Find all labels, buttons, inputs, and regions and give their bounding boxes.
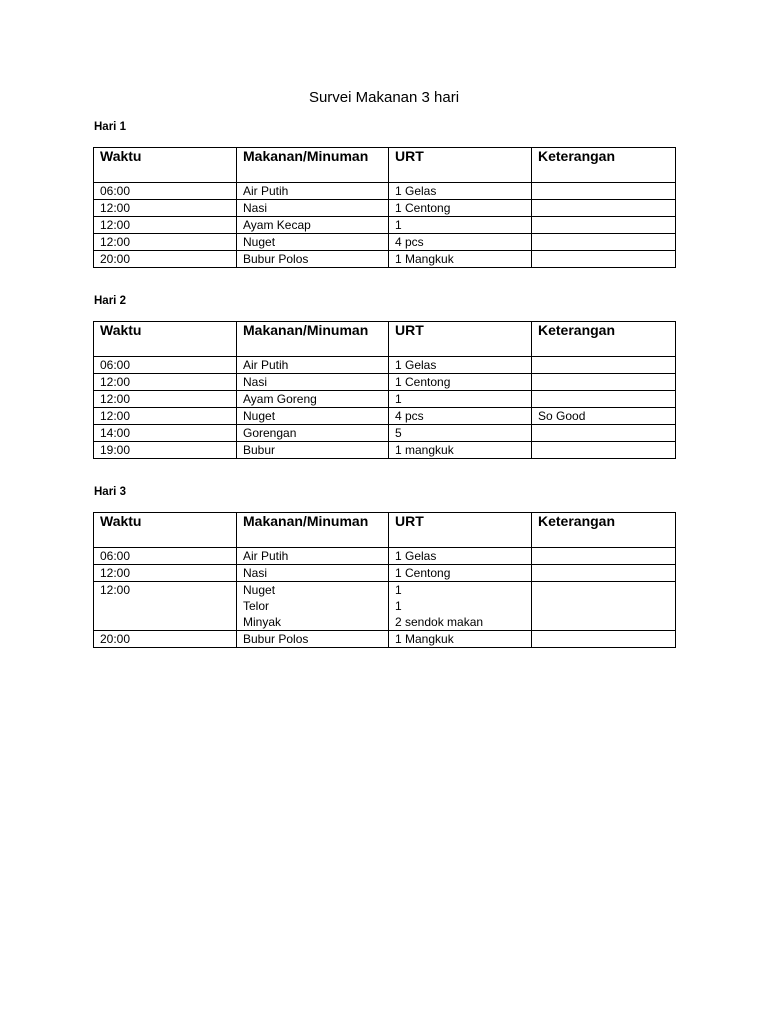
cell-urt: 1 Mangkuk (389, 251, 532, 268)
cell-makanan: Air Putih (237, 183, 389, 200)
meal-table-day-2 (93, 321, 676, 459)
cell-urt: 1 Centong (389, 565, 532, 582)
cell-makanan: Nasi (237, 565, 389, 582)
cell-makanan: Nuget Telor Minyak (237, 582, 389, 631)
cell-urt: 1 Gelas (389, 357, 532, 374)
table-row (94, 183, 676, 200)
cell-keterangan (532, 251, 676, 268)
header-waktu: Waktu (94, 148, 237, 183)
cell-makanan: Bubur Polos (237, 251, 389, 268)
header-urt: URT (389, 322, 532, 357)
table-row (94, 582, 676, 631)
header-urt: URT (389, 513, 532, 548)
cell-waktu: 12:00 (94, 374, 237, 391)
cell-waktu: 20:00 (94, 631, 237, 648)
cell-keterangan: So Good (532, 408, 676, 425)
header-makanan-minuman: Makanan/Minuman (237, 322, 389, 357)
day-label-2: Hari 2 (94, 295, 126, 307)
cell-waktu: 12:00 (94, 582, 237, 631)
cell-keterangan (532, 565, 676, 582)
cell-waktu: 19:00 (94, 442, 237, 459)
cell-urt: 5 (389, 425, 532, 442)
cell-urt: 4 pcs (389, 234, 532, 251)
header-makanan-minuman: Makanan/Minuman (237, 148, 389, 183)
header-waktu: Waktu (94, 322, 237, 357)
cell-waktu: 12:00 (94, 391, 237, 408)
cell-urt: 1 Centong (389, 200, 532, 217)
header-keterangan: Keterangan (532, 513, 676, 548)
cell-waktu: 06:00 (94, 183, 237, 200)
day-label-1: Hari 1 (94, 121, 126, 133)
cell-makanan: Ayam Kecap (237, 217, 389, 234)
table-row (94, 374, 676, 391)
cell-waktu: 06:00 (94, 548, 237, 565)
table-row (94, 565, 676, 582)
cell-keterangan (532, 217, 676, 234)
header-urt: URT (389, 148, 532, 183)
table-row (94, 234, 676, 251)
cell-makanan: Bubur (237, 442, 389, 459)
cell-keterangan (532, 442, 676, 459)
table-row (94, 631, 676, 648)
cell-urt: 1 1 2 sendok makan (389, 582, 532, 631)
header-makanan-minuman: Makanan/Minuman (237, 513, 389, 548)
cell-urt: 1 Mangkuk (389, 631, 532, 648)
cell-urt: 1 Gelas (389, 548, 532, 565)
cell-makanan: Nuget (237, 234, 389, 251)
cell-keterangan (532, 183, 676, 200)
meal-table-day-3 (93, 512, 676, 648)
table-header-row (94, 513, 676, 548)
header-keterangan: Keterangan (532, 322, 676, 357)
meal-table-day-1 (93, 147, 676, 268)
cell-makanan: Air Putih (237, 357, 389, 374)
cell-waktu: 06:00 (94, 357, 237, 374)
day-label-3: Hari 3 (94, 486, 126, 498)
header-waktu: Waktu (94, 513, 237, 548)
cell-urt: 1 Gelas (389, 183, 532, 200)
cell-urt: 1 mangkuk (389, 442, 532, 459)
cell-waktu: 14:00 (94, 425, 237, 442)
cell-makanan: Ayam Goreng (237, 391, 389, 408)
cell-waktu: 20:00 (94, 251, 237, 268)
cell-urt: 1 (389, 217, 532, 234)
cell-makanan: Bubur Polos (237, 631, 389, 648)
cell-urt: 4 pcs (389, 408, 532, 425)
cell-waktu: 12:00 (94, 565, 237, 582)
table-row (94, 442, 676, 459)
header-keterangan: Keterangan (532, 148, 676, 183)
table-row (94, 357, 676, 374)
table-row (94, 425, 676, 442)
cell-urt: 1 (389, 391, 532, 408)
cell-keterangan (532, 631, 676, 648)
table-row (94, 200, 676, 217)
cell-waktu: 12:00 (94, 234, 237, 251)
table-row (94, 391, 676, 408)
cell-makanan: Gorengan (237, 425, 389, 442)
table-header-row (94, 322, 676, 357)
cell-keterangan (532, 374, 676, 391)
cell-keterangan (532, 391, 676, 408)
table-row (94, 217, 676, 234)
cell-keterangan (532, 425, 676, 442)
cell-waktu: 12:00 (94, 217, 237, 234)
cell-keterangan (532, 548, 676, 565)
table-row (94, 251, 676, 268)
cell-makanan: Nasi (237, 374, 389, 391)
cell-makanan: Air Putih (237, 548, 389, 565)
table-header-row (94, 148, 676, 183)
cell-makanan: Nasi (237, 200, 389, 217)
cell-urt: 1 Centong (389, 374, 532, 391)
table-row (94, 548, 676, 565)
cell-waktu: 12:00 (94, 200, 237, 217)
cell-waktu: 12:00 (94, 408, 237, 425)
cell-makanan: Nuget (237, 408, 389, 425)
document-title: Survei Makanan 3 hari (308, 89, 460, 106)
cell-keterangan (532, 200, 676, 217)
cell-keterangan (532, 357, 676, 374)
cell-keterangan (532, 582, 676, 631)
table-row (94, 408, 676, 425)
cell-keterangan (532, 234, 676, 251)
